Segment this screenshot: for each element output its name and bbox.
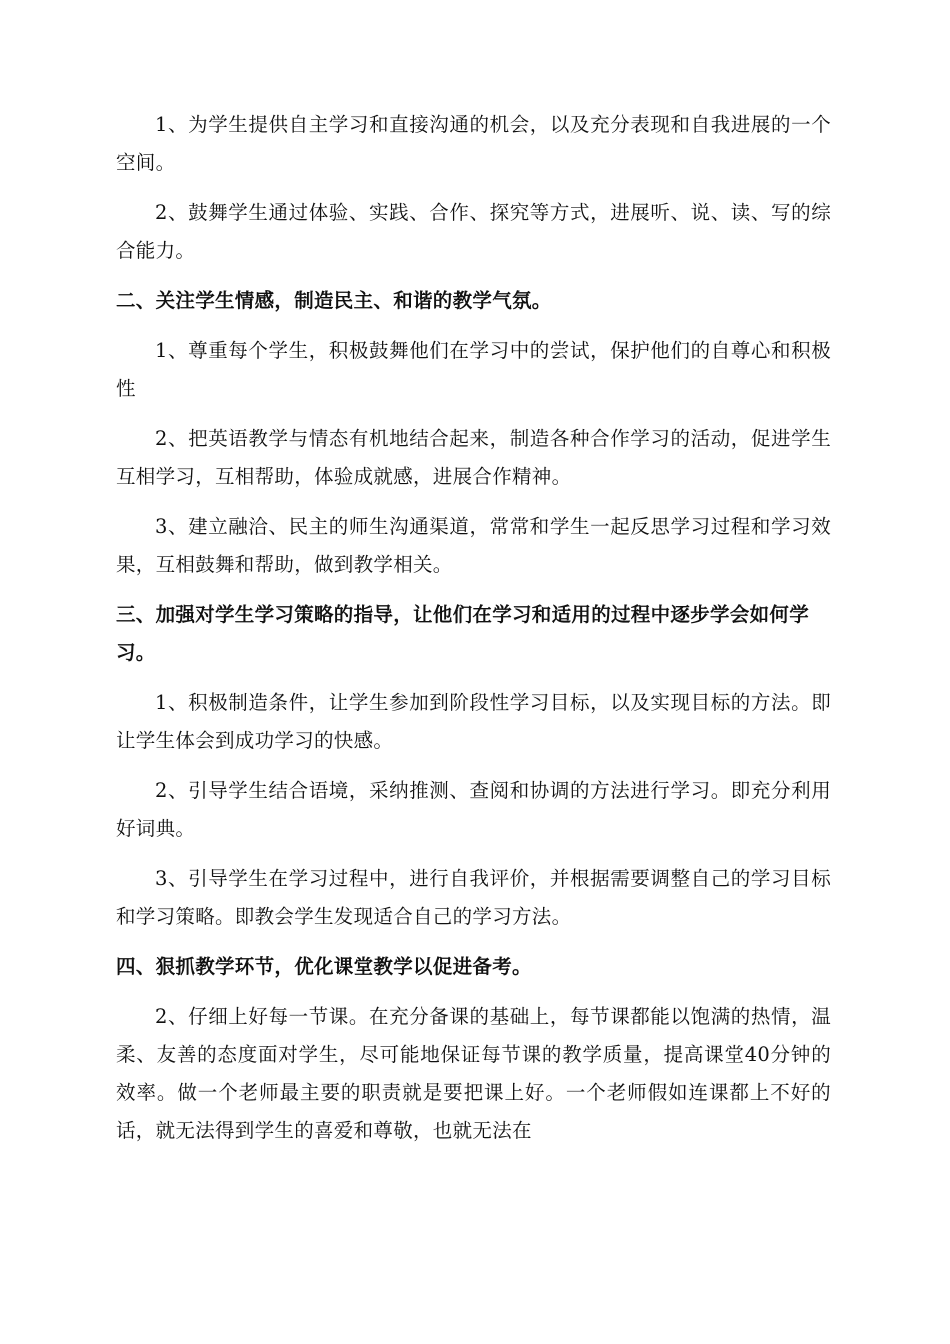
- section-heading: 二、关注学生情感，制造民主、和谐的教学气氛。: [116, 289, 552, 312]
- section-heading: 四、狠抓教学环节，优化课堂教学以促进备考。: [116, 955, 532, 978]
- document-page: [116, 106, 831, 1162]
- paragraph: 3、建立融洽、民主的师生沟通渠道，常常和学生一起反思学习过程和学习效果，互相鼓舞和帮助，做到教学相关。: [116, 515, 831, 576]
- section-heading: 三、加强对学生学习策略的指导，让他们在学习和适用的过程中逐步学会如何学习。: [116, 603, 810, 664]
- paragraph: 3、引导学生在学习过程中，进行自我评价，并根据需要调整自己的学习目标和学习策略。即教会学生发现适合自己的学习方法。: [116, 867, 831, 928]
- paragraph: 1、尊重每个学生，积极鼓舞他们在学习中的尝试，保护他们的自尊心和积极性: [116, 339, 831, 400]
- paragraph: 1、为学生提供自主学习和直接沟通的机会，以及充分表现和自我进展的一个空间。: [116, 113, 831, 174]
- paragraph: 2、把英语教学与情态有机地结合起来，制造各种合作学习的活动，促进学生互相学习，互相帮助，体验成就感，进展合作精神。: [116, 427, 831, 488]
- paragraph: 2、仔细上好每一节课。在充分备课的基础上，每节课都能以饱满的热情，温柔、友善的态度面对学生，尽可能地保证每节课的教学质量，提高课堂40分钟的效率。做一个老师最主要的职责就是要把课上好。一个老师假如连课都上不好的话，就无法得到学生的喜爱和尊敬，也就无法在: [116, 1005, 831, 1142]
- paragraph: 1、积极制造条件，让学生参加到阶段性学习目标，以及实现目标的方法。即让学生体会到成功学习的快感。: [116, 691, 831, 752]
- paragraph: 2、鼓舞学生通过体验、实践、合作、探究等方式，进展听、说、读、写的综合能力。: [116, 201, 831, 262]
- paragraph: 2、引导学生结合语境，采纳推测、查阅和协调的方法进行学习。即充分利用好词典。: [116, 779, 831, 840]
